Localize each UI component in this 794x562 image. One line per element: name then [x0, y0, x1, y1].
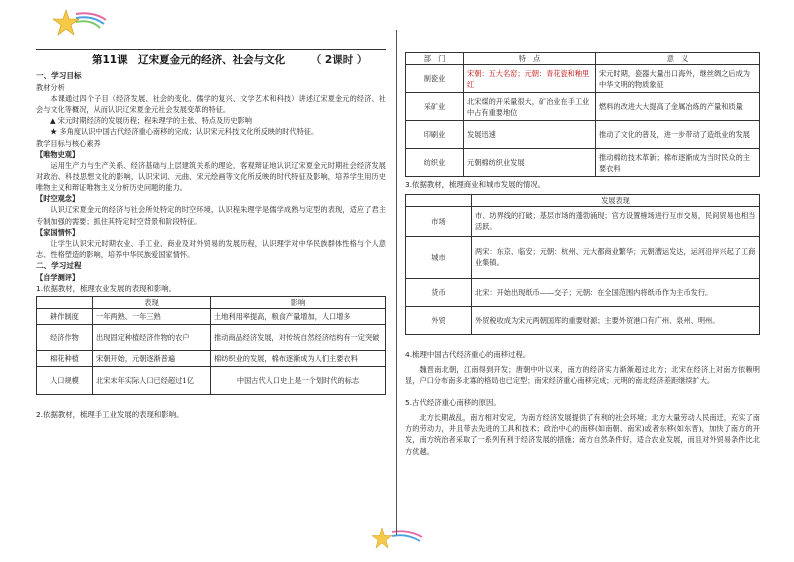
table-row: [37, 350, 386, 366]
table-row: [37, 324, 386, 350]
section-process: 二、学习过程: [36, 261, 82, 271]
patriotism-text: 让学生认识宋元时期农业、手工业、商业及对外贸易的发展历程，认识理学对中华民族群体性格与个人意志、性格塑造的影响，培养中华民族爱国家情怀。: [36, 238, 386, 260]
star-top-icon: [52, 8, 108, 44]
spacetime-text: 认识辽宋夏金元的经济与社会所处特定的时空环境，认识程朱理学是儒学成熟与定型的表现，适应了君主专制加强的需要；抓住其特定时空背景和阶段特征。: [36, 205, 386, 226]
table-cell: 北宋：开始出现纸币——交子；元朝：在全国范围内将纸币作为主币发行。: [472, 278, 760, 306]
industry-table: [405, 52, 760, 177]
row-label: 经济作物: [37, 324, 93, 350]
table-header-row: [406, 53, 760, 65]
difficult-point: ★ 多角度认识中国古代经济重心南移的完成；认识宋元科技文化所反映的时代特征。: [50, 127, 319, 137]
table-cell: 发展迅速: [464, 121, 596, 149]
table-header-cell: 意 义: [596, 53, 760, 65]
table-cell: 宋朝：五大名窑；元朝：青花瓷和釉里红: [464, 65, 596, 93]
table-cell: 市、坊界线的打破；基层市场的蓬勃涌现；官方设置榷场进行互市交易，民间贸易也相当活跃。: [472, 206, 760, 236]
table-cell: 宋元时期，瓷器大量出口海外，继丝绸之后成为中华文明的物质象征: [596, 65, 760, 93]
lesson-title: [92, 52, 367, 68]
row-label: 人口规模: [37, 366, 93, 394]
table-header-cell: 特 点: [464, 53, 596, 65]
table-cell: 中国古代人口史上是一个划时代的标志: [211, 366, 386, 394]
question-3: 3.依据教材，梳理商业和城市发展的情况。: [405, 180, 546, 190]
column-divider: [396, 30, 397, 535]
table-row: [406, 306, 760, 334]
table-row: [406, 278, 760, 306]
question-4: 4.梳理中国古代经济重心的南移过程。: [405, 349, 531, 359]
answer-5: 北方长期战乱，南方相对安定，为南方经济发展提供了有利的社会环境；北方大量劳动人民南迁，充实了南方的劳动力，并且带去先进的工具和技术；政治中心的南移(如南朝、南宋)或者东移(如东晋)，加快了南方的开发，南方统治者采取了一系列有利于经济发展的措施；南方自然条件好，适合农业发展，而且对外贸易条件比北方优越。: [405, 413, 760, 456]
table-cell: 出现固定种植经济作物的农户: [93, 324, 211, 350]
row-label: 城市: [406, 236, 472, 278]
table-header-cell: [406, 194, 472, 206]
table-header-cell: 表现: [93, 296, 211, 308]
left-column: [36, 70, 386, 420]
table-cell: 宋朝开始，元朝逐渐普遍: [93, 350, 211, 366]
table-row: [37, 366, 386, 394]
table-row: [406, 149, 760, 177]
analysis-label: 教材分析: [36, 82, 65, 92]
tag-spacetime: 【时空观念】: [36, 194, 80, 204]
table-row: [406, 121, 760, 149]
table-cell: 两宋：东京、临安；元朝：杭州、元大都商业繁华；元朝漕运发达，运河沿岸兴起了工商业集镇。: [472, 236, 760, 278]
agriculture-table: [36, 296, 386, 395]
table-header-cell: [37, 296, 93, 308]
key-point: ▲ 宋元时期经济的发展历程；程朱理学的主张、特点及历史影响: [50, 116, 252, 126]
goals-label: 教学目标与核心素养: [36, 138, 101, 148]
table-cell: 棉纺织业的发展，棉布逐渐成为人们主要衣料: [211, 350, 386, 366]
right-column: [405, 52, 760, 457]
row-label: 货币: [406, 278, 472, 306]
row-label: 市场: [406, 206, 472, 236]
tag-materialism: 【唯物史观】: [36, 149, 80, 159]
table-cell: 元朝棉纺织业发展: [464, 149, 596, 177]
table-cell: 推动商品经济发展，对传统自然经济结构有一定突破: [211, 324, 386, 350]
lesson-title-text: 第11课 辽宋夏金元的经济、社会与文化: [92, 54, 286, 66]
table-header-row: [37, 296, 386, 308]
row-label: 纺织业: [406, 149, 464, 177]
analysis-text: 本课通过四个子目（经济发展、社会的变化、儒学的复兴、文学艺术和科技）讲述辽宋夏金元的经济、社会与文化等概况，从而认识辽宋夏金元社会发展变革的特征。: [36, 93, 386, 115]
table-cell: 推动了文化的普及，进一步带动了造纸业的发展: [596, 121, 760, 149]
materialism-text: 运用生产力与生产关系、经济基础与上层建筑关系的理论，客观辩证地认识辽宋夏金元时期社会经济发展对政治、科技思想文化的影响，认识宋词、元曲、宋元绘画等文化所反映的时代特征及影响，培养学生用历史唯物主义和辩证唯物主义分析历史问题的能力。: [36, 160, 386, 193]
table-cell: 土地利用率提高，粮食产量增加，人口增多: [211, 308, 386, 324]
row-label: 采矿业: [406, 93, 464, 121]
table-row: [406, 236, 760, 278]
table-row: [406, 206, 760, 236]
table-header-cell: 发展表现: [472, 194, 760, 206]
row-label: 制瓷业: [406, 65, 464, 93]
table-cell: 推动棉纺技术革新；棉布逐渐成为当时民众的主要衣料: [596, 149, 760, 177]
table-cell: 一年两熟、一年三熟: [93, 308, 211, 324]
row-label: 印刷业: [406, 121, 464, 149]
row-label: 外贸: [406, 306, 472, 334]
title-rule: [36, 49, 386, 50]
table-row: [406, 65, 760, 93]
table-row: [37, 308, 386, 324]
question-1: 1.依据教材，梳理农业发展的表现和影响。: [36, 284, 177, 294]
self-test-label: 【自学测评】: [36, 273, 80, 283]
tag-patriotism: 【家国情怀】: [36, 227, 80, 237]
row-label: 耕作制度: [37, 308, 93, 324]
commerce-table: [405, 194, 760, 335]
table-cell: 北宋煤的开采量很大，矿冶业在手工业中占有重要地位: [464, 93, 596, 121]
star-bottom-icon: [370, 526, 426, 556]
table-header-row: [406, 194, 760, 206]
table-header-cell: 部 门: [406, 53, 464, 65]
table-cell: 外贸税收成为宋元两朝国库的重要财源；主要外贸港口有广州、泉州、明州。: [472, 306, 760, 334]
table-row: [406, 93, 760, 121]
answer-4: 魏晋南北朝，江南得到开发；唐朝中叶以来，南方的经济实力渐渐超过北方；北宋在经济上对南方依赖明显，户口分布南多北寡的格局也已定型；南宋经济重心南移完成；元明的南北经济差距继续扩大。: [405, 365, 760, 386]
table-header-cell: 影响: [211, 296, 386, 308]
row-label: 棉花种植: [37, 350, 93, 366]
question-5: 5.古代经济重心南移的原因。: [405, 397, 501, 407]
question-2: 2.依据教材，梳理手工业发展的表现和影响。: [36, 409, 184, 419]
table-cell: 北宋末年实际人口已经超过1亿: [93, 366, 211, 394]
lesson-hours: （ 2课时 ）: [310, 54, 368, 66]
section-objectives: 一、学习目标: [36, 71, 82, 80]
table-cell: 燃料的改进大大提高了金属冶炼的产量和质量: [596, 93, 760, 121]
